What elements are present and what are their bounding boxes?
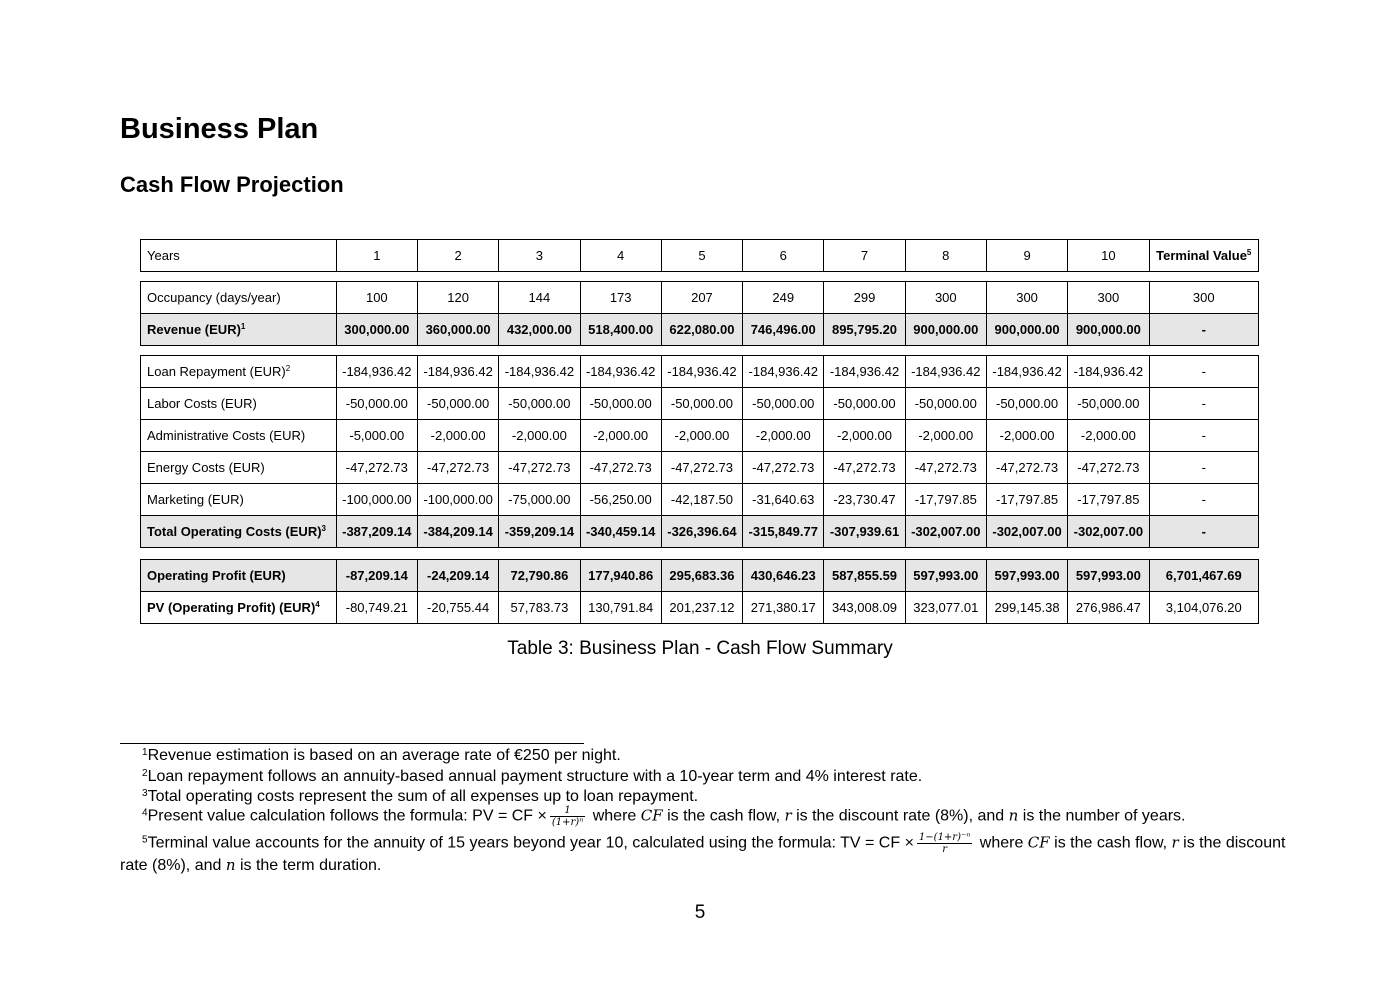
row-label [141,314,337,346]
row-label-text: Energy Costs (EUR) [147,460,265,475]
value-cell: -50,000.00 [743,388,824,420]
value-cell: -42,187.50 [661,484,742,516]
fraction-numerator: 1−(1+r)⁻ⁿ [918,832,971,843]
footnote-mark: 5 [142,834,148,846]
row-label-text: PV (Operating Profit) (EUR) [147,600,316,615]
footnote-ref: 1 [240,322,246,331]
value-cell: -184,936.42 [824,356,905,388]
value-cell: -50,000.00 [986,388,1067,420]
row-group-table [140,355,1259,548]
value-cell: 300 [1068,282,1149,314]
footnote-text: Revenue estimation is based on an average rate of €250 per night. [147,747,621,764]
value-cell: -50,000.00 [824,388,905,420]
year-header: 1 [336,240,417,272]
terminal-value-cell: - [1149,388,1259,420]
footnote-text: is the cash flow, [1049,834,1172,852]
value-cell: 130,791.84 [580,592,661,624]
value-cell: -184,936.42 [661,356,742,388]
fraction-denominator: (1+r)ⁿ [551,817,584,828]
row-label [141,484,337,516]
terminal-value-cell: - [1149,484,1259,516]
table-row [141,282,1259,314]
value-cell: -100,000.00 [417,484,498,516]
value-cell: -2,000.00 [986,420,1067,452]
year-header: 4 [580,240,661,272]
footnote-mark: 4 [142,807,148,819]
fraction-numerator: 1 [550,805,585,817]
value-cell: -302,007.00 [905,516,986,548]
value-cell: 597,993.00 [986,560,1067,592]
value-cell: 72,790.86 [499,560,580,592]
value-cell: 144 [499,282,580,314]
value-cell: -2,000.00 [661,420,742,452]
footnote-5 [120,832,1290,876]
value-cell: 597,993.00 [905,560,986,592]
value-cell: 597,993.00 [1068,560,1149,592]
table-row [141,484,1259,516]
value-cell: -17,797.85 [986,484,1067,516]
years-header-table [140,239,1259,272]
row-label [141,452,337,484]
value-cell: -50,000.00 [661,388,742,420]
footnote-text: where [975,834,1028,852]
value-cell: 746,496.00 [743,314,824,346]
value-cell: -17,797.85 [905,484,986,516]
value-cell: -23,730.47 [824,484,905,516]
value-cell: -5,000.00 [336,420,417,452]
footnote-text: Loan repayment follows an annuity-based annual payment structure with a 10-year term and 4% interest rate. [147,768,923,785]
row-group-table [140,281,1259,346]
value-cell: -47,272.73 [499,452,580,484]
terminal-value-cell: 300 [1149,282,1259,314]
row-label-text: Total Operating Costs (EUR) [147,524,322,539]
footnote-mark: 3 [142,788,148,799]
year-header: 2 [417,240,498,272]
row-label-text: Marketing (EUR) [147,492,244,507]
math-variable: n [225,856,236,874]
footnote-text: is the discount rate (8%), and [120,834,1286,874]
value-cell: -2,000.00 [499,420,580,452]
value-cell: -340,459.14 [580,516,661,548]
header-row [141,240,1259,272]
value-cell: -56,250.00 [580,484,661,516]
value-cell: -326,396.64 [661,516,742,548]
value-cell: -31,640.63 [743,484,824,516]
value-cell: -17,797.85 [1068,484,1149,516]
terminal-value-cell: - [1149,356,1259,388]
footnote-text: is the discount rate (8%), and [791,807,1009,825]
table-row [141,388,1259,420]
value-cell: 177,940.86 [580,560,661,592]
year-header: 9 [986,240,1067,272]
math-variable: r [1171,833,1179,852]
year-header: 6 [743,240,824,272]
row-label-text: Operating Profit (EUR) [147,568,286,583]
value-cell: -184,936.42 [1068,356,1149,388]
table-caption: Table 3: Business Plan - Cash Flow Summary [507,638,893,659]
math-variable: CF [640,806,663,825]
row-label [141,388,337,420]
value-cell: -75,000.00 [499,484,580,516]
value-cell: -80,749.21 [336,592,417,624]
value-cell: -184,936.42 [580,356,661,388]
years-label: Years [141,240,337,272]
footnote-2 [120,767,1290,787]
row-label-text: Loan Repayment (EUR) [147,364,286,379]
value-cell: -184,936.42 [417,356,498,388]
value-cell: 300 [905,282,986,314]
terminal-value-cell: - [1149,314,1259,346]
table-row [141,516,1259,548]
row-group-table [140,559,1259,624]
value-cell: -50,000.00 [1068,388,1149,420]
value-cell: -2,000.00 [417,420,498,452]
table-row [141,420,1259,452]
value-cell: -47,272.73 [336,452,417,484]
value-cell: 343,008.09 [824,592,905,624]
value-cell: -24,209.14 [417,560,498,592]
value-cell: 432,000.00 [499,314,580,346]
value-cell: -184,936.42 [336,356,417,388]
value-cell: 300 [986,282,1067,314]
footnote-text: Total operating costs represent the sum of all expenses up to loan repayment. [147,788,699,805]
terminal-value-cell: - [1149,420,1259,452]
value-cell: 100 [336,282,417,314]
value-cell: 295,683.36 [661,560,742,592]
value-cell: -47,272.73 [417,452,498,484]
footnote-ref: 4 [315,600,320,609]
value-cell: 518,400.00 [580,314,661,346]
section-heading: Cash Flow Projection [120,172,344,197]
value-cell: -50,000.00 [417,388,498,420]
terminal-value-cell: - [1149,516,1259,548]
value-cell: -387,209.14 [336,516,417,548]
value-cell: -47,272.73 [661,452,742,484]
value-cell: 622,080.00 [661,314,742,346]
footnote-mark: 1 [142,747,148,758]
year-header: 5 [661,240,742,272]
year-header: 10 [1068,240,1149,272]
value-cell: -87,209.14 [336,560,417,592]
footnote-text: Terminal value accounts for the annuity of 15 years beyond year 10, calculated using the formula: TV = CF × [147,834,914,852]
value-cell: 895,795.20 [824,314,905,346]
value-cell: -359,209.14 [499,516,580,548]
value-cell: -2,000.00 [1068,420,1149,452]
row-label-text: Labor Costs (EUR) [147,396,257,411]
row-label-text: Occupancy (days/year) [147,290,281,305]
value-cell: -2,000.00 [824,420,905,452]
value-cell: 249 [743,282,824,314]
fraction-denominator: r [942,844,948,855]
value-cell: -315,849.77 [743,516,824,548]
row-label [141,420,337,452]
value-cell: 430,646.23 [743,560,824,592]
value-cell: 120 [417,282,498,314]
page-number: 5 [694,902,706,923]
terminal-value-label: Terminal Value [1156,248,1247,263]
value-cell: -50,000.00 [336,388,417,420]
value-cell: 900,000.00 [1068,314,1149,346]
row-label [141,282,337,314]
value-cell: -50,000.00 [580,388,661,420]
value-cell: 271,380.17 [743,592,824,624]
value-cell: 207 [661,282,742,314]
value-cell: -384,209.14 [417,516,498,548]
value-cell: 299 [824,282,905,314]
value-cell: -2,000.00 [905,420,986,452]
table-row [141,356,1259,388]
value-cell: -20,755.44 [417,592,498,624]
value-cell: -50,000.00 [499,388,580,420]
value-cell: 587,855.59 [824,560,905,592]
row-label [141,356,337,388]
footnote-text: Present value calculation follows the formula: PV = CF × [147,807,547,825]
value-cell: -47,272.73 [580,452,661,484]
footnote-text: is the number of years. [1018,807,1186,825]
value-cell: -47,272.73 [986,452,1067,484]
terminal-value-cell: - [1149,452,1259,484]
value-cell: 276,986.47 [1068,592,1149,624]
value-cell: -2,000.00 [580,420,661,452]
value-cell: -302,007.00 [986,516,1067,548]
footnote-1 [120,746,1290,766]
table-row [141,314,1259,346]
year-header: 3 [499,240,580,272]
value-cell: 173 [580,282,661,314]
value-cell: 900,000.00 [986,314,1067,346]
value-cell: 360,000.00 [417,314,498,346]
footnote-rule [120,743,584,744]
footnote-mark: 2 [142,768,148,779]
footnote-ref: 3 [321,524,326,533]
footnote-text: is the cash flow, [662,807,785,825]
value-cell: -184,936.42 [905,356,986,388]
terminal-value-cell: 3,104,076.20 [1149,592,1259,624]
terminal-value-header [1149,240,1259,272]
value-cell: -47,272.73 [824,452,905,484]
value-cell: -47,272.73 [905,452,986,484]
year-header: 8 [905,240,986,272]
math-variable: n [1008,806,1019,825]
value-cell: -100,000.00 [336,484,417,516]
math-variable: r [784,806,792,825]
value-cell: 300,000.00 [336,314,417,346]
table-row [141,560,1259,592]
row-label [141,516,337,548]
table-row [141,452,1259,484]
value-cell: -184,936.42 [499,356,580,388]
value-cell: -47,272.73 [1068,452,1149,484]
value-cell: 323,077.01 [905,592,986,624]
document-title: Business Plan [120,113,319,145]
footnote-ref: 5 [1246,248,1252,257]
pv-fraction [550,805,585,828]
year-header: 7 [824,240,905,272]
row-label-text: Administrative Costs (EUR) [147,428,306,443]
row-label [141,560,337,592]
value-cell: -307,939.61 [824,516,905,548]
value-cell: 900,000.00 [905,314,986,346]
value-cell: 299,145.38 [986,592,1067,624]
tv-fraction [917,832,972,855]
value-cell: -2,000.00 [743,420,824,452]
footnote-ref: 2 [285,364,291,373]
footnote-text: where [588,807,641,825]
value-cell: -184,936.42 [743,356,824,388]
row-label [141,592,337,624]
table-row [141,592,1259,624]
terminal-value-cell: 6,701,467.69 [1149,560,1259,592]
row-label-text: Revenue (EUR) [147,322,241,337]
value-cell: -302,007.00 [1068,516,1149,548]
math-variable: CF [1027,833,1050,852]
value-cell: 201,237.12 [661,592,742,624]
value-cell: -47,272.73 [743,452,824,484]
footnote-text: is the term duration. [235,857,382,874]
value-cell: -50,000.00 [905,388,986,420]
value-cell: -184,936.42 [986,356,1067,388]
footnote-4 [120,805,1290,828]
value-cell: 57,783.73 [499,592,580,624]
footnote-3 [120,787,1290,807]
